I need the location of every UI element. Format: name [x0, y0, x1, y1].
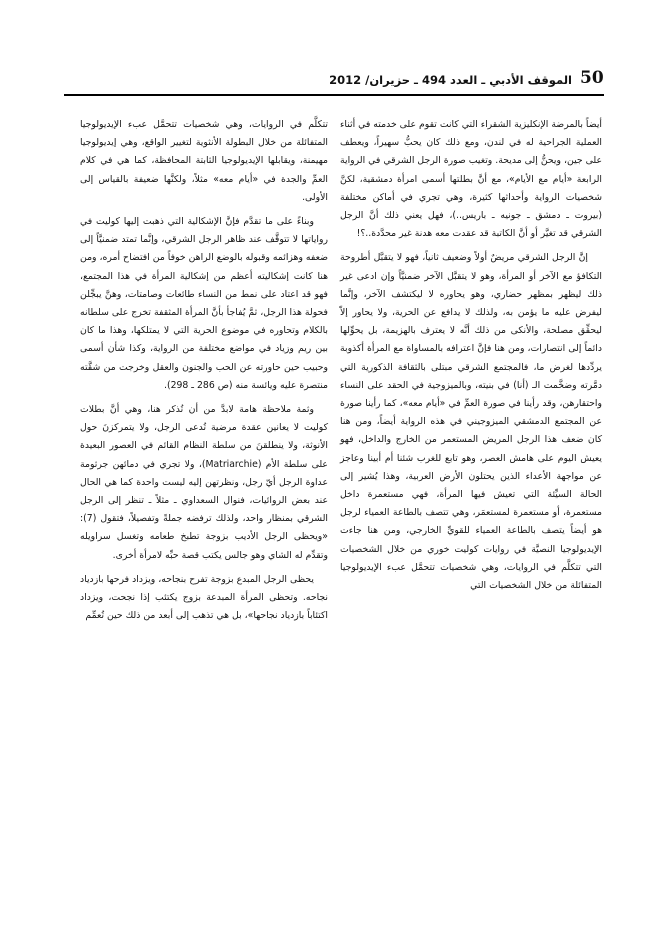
- header-rule: [64, 94, 604, 96]
- paragraph: أيضاً بالمرضة الإنكليزية الشقراء التي كانت تقوم على خدمته في أثناء العملية الجراحية له في لندن، ومع ذلك كان يحبُّ سهيراً، ويعطف على جين، ويحنُّ إلى مديحة. وتغيب صورة الرجل الشرقي في الرواية الرابعة «أيام مع الأيام»، مع أنَّ بطلتها أسمى امرأة دمشقية، لكنَّ شخصيات الرواية وأحداثها كثيرة، وهي تجري في أماكن مختلفة (بيروت ـ دمشق ـ جونيه ـ باريس..)، فهل يعني ذلك أنَّ الرجل الشرقي قد تغيَّر أو أنَّ الكاتبة قد عقدت معه هدنة غير محدَّدة..؟!: [340, 119, 602, 240]
- paragraph: إنَّ الرجل الشرقي مريضٌ أولاً وضعيف ثانياً، فهو لا يتقبَّل أطروحة التكافؤ مع الآخر أو المرأة، وهو لا يتقبَّل الآخر ضمنيَّاً وإن ادعى غير ذلك ليظهر بمظهر حضاري، وهو يحاوره لا ليكتشف الآخر، وإنَّما ليفرض عليه ما يؤمن به، ولذلك لا يدافع عن الحرية، ولا يحاور إلاّ ليحقِّق مصلحة، والأنكى من ذلك أنَّه لا يعترف بالهزيمة، بل يحوِّلها دائماً إلى انتصارات، ومن هنا فإنَّ اعترافه بالمساواة مع المرأة أكذوبة يردِّدها لغرض ما، فالمجتمع الشرقي مبتلى بالثقافة الذكورية التي دمَّرته وضخَّمت الـ (أنا) في بنيته، وبالميزوجية في الحقد على النساء واحتقارهن، وقد رأينا في صورة العمِّ في «أيام معه»، كما رأينا صورة عن المجتمع الدمشقي الميزوجيني في هذه الرواية أيضاً، ومن هنا كان ضعف هذا الرجل المريض المستعمر من الخارج والداخل، فهو يعيش اليوم على هامش العصر، وهو تابع للغرب شئنا أم أبينا وعاجز عن مواجهة الأعداء الذين يحتلون الأرض العربية، وهذا يُشير إلى الحالة السيِّئة التي تعيش فيها المرأة، فهي مستعمرة داخل مستعمرة، أو مستعمرة لمستعمَر، وهي تتصف بالطاعة العمياء لرجل هو أيضاً يتصف بالطاعة العمياء للقويِّ الخارجي، ومن هنا جاءت الإيديولوجيا النصيَّة في روايات كوليت خوري من خلال الشخصيات التي تتكلَّم في الروايات، وهي شخصيات تتحمَّل عبء الإيديولوجيا المتفائلة من خلال الشخصيات التي: [340, 252, 602, 592]
- paragraph: تتكلَّم في الروايات، وهي شخصيات تتحمَّل عبء الإيديولوجيا المتفائلة من خلال البطولة الأنثوية لتغيير الواقع، وهي إيديولوجيا مهيمنة، ويقابلها الإيديولوجيا الثابتة المحافظة، كما هي في كلام العمِّ والجدة في «أيام معه» مثلاً، ولكنَّها ضعيفة بالقياس إلى الأولى.: [80, 119, 328, 203]
- paragraph: يحظى الرجل المبدع بزوجة تفرح بنجاحه، ويزداد فرحها بازدياد نجاحه. وتحظى المرأة المبدعة بزوج يكتئب إذا نجحت، ويزداد اكتئاباً بازدياد نجاحها»، بل هي تذهب إلى أبعد من ذلك حين تُعمِّم: [80, 573, 328, 622]
- left-column: [80, 116, 328, 625]
- paragraph: وبناءً على ما تقدَّم فإنَّ الإشكالية التي ذهبت إليها كوليت في رواياتها لا تتوقَّف عند ظاهر الرجل الشرقي، وإنَّما تمتد ضمنيَّاً إلى ضعفه وهزائمه وقبوله بالوضع الراهن خوفاً من افتضاح أمره، ومن هنا كانت إشكاليته أعظم من إشكالية المرأة في هذا المجتمع، فهو قد اعتاد على نمط من النساء طائعات وصامتات، وهنَّ يبجِّلن فحولة هذا الرجل، ثمَّ يُفاجأ بأنَّ المرأة المثقفة تخرج على سلطانه بالكلام وتحاوره في موضوع الحرية التي لا يمتلكها، وهذا ما كان بين ريم وزياد في مواضع مختلفة من الرواية، وكذا شأن أسمى وحبيب حين حاورته عن الحب والجنون والعقل وخرجت من شقَّته منتصرة عليه ويائسة منه (ص 286 ـ 298).: [80, 216, 328, 391]
- right-column: [340, 116, 602, 595]
- running-head: الموقف الأدبي ـ العدد 494 ـ حزيران/ 2012: [329, 73, 572, 87]
- paragraph: وثمة ملاحظة هامة لابدَّ من أن تُذكر هنا، وهي أنَّ بطلات كوليت لا يعانين عقدة مرضية تُدعى الرجل، ولا يتمركزنَ حول الأنوثة، ولا ينطلقنَ من سلطة النظام القائم في العصور البعيدة على سلطة الأم (Matriarchie)، ولا تجري في دمائهن جرثومة عداوة الرجل أيّ رجل، ونظرتهن إليه ليست واحدة كما هي الحال عند بعض الروائيات، فنوال السعداوي ـ مثلاً ـ تنظر إلى الرجل الشرقي بمنظار واحد، ولذلك ترفضه جملةً وتفصيلاً، فتقول (7): «ويحظى الرجل الأديب بزوجة تطبخ طعامه وتغسل سراويله وتقدِّم له الشاي وهو جالس يكتب قصة حبِّه لامرأة أخرى.: [80, 404, 328, 561]
- page-number: 50: [580, 68, 604, 88]
